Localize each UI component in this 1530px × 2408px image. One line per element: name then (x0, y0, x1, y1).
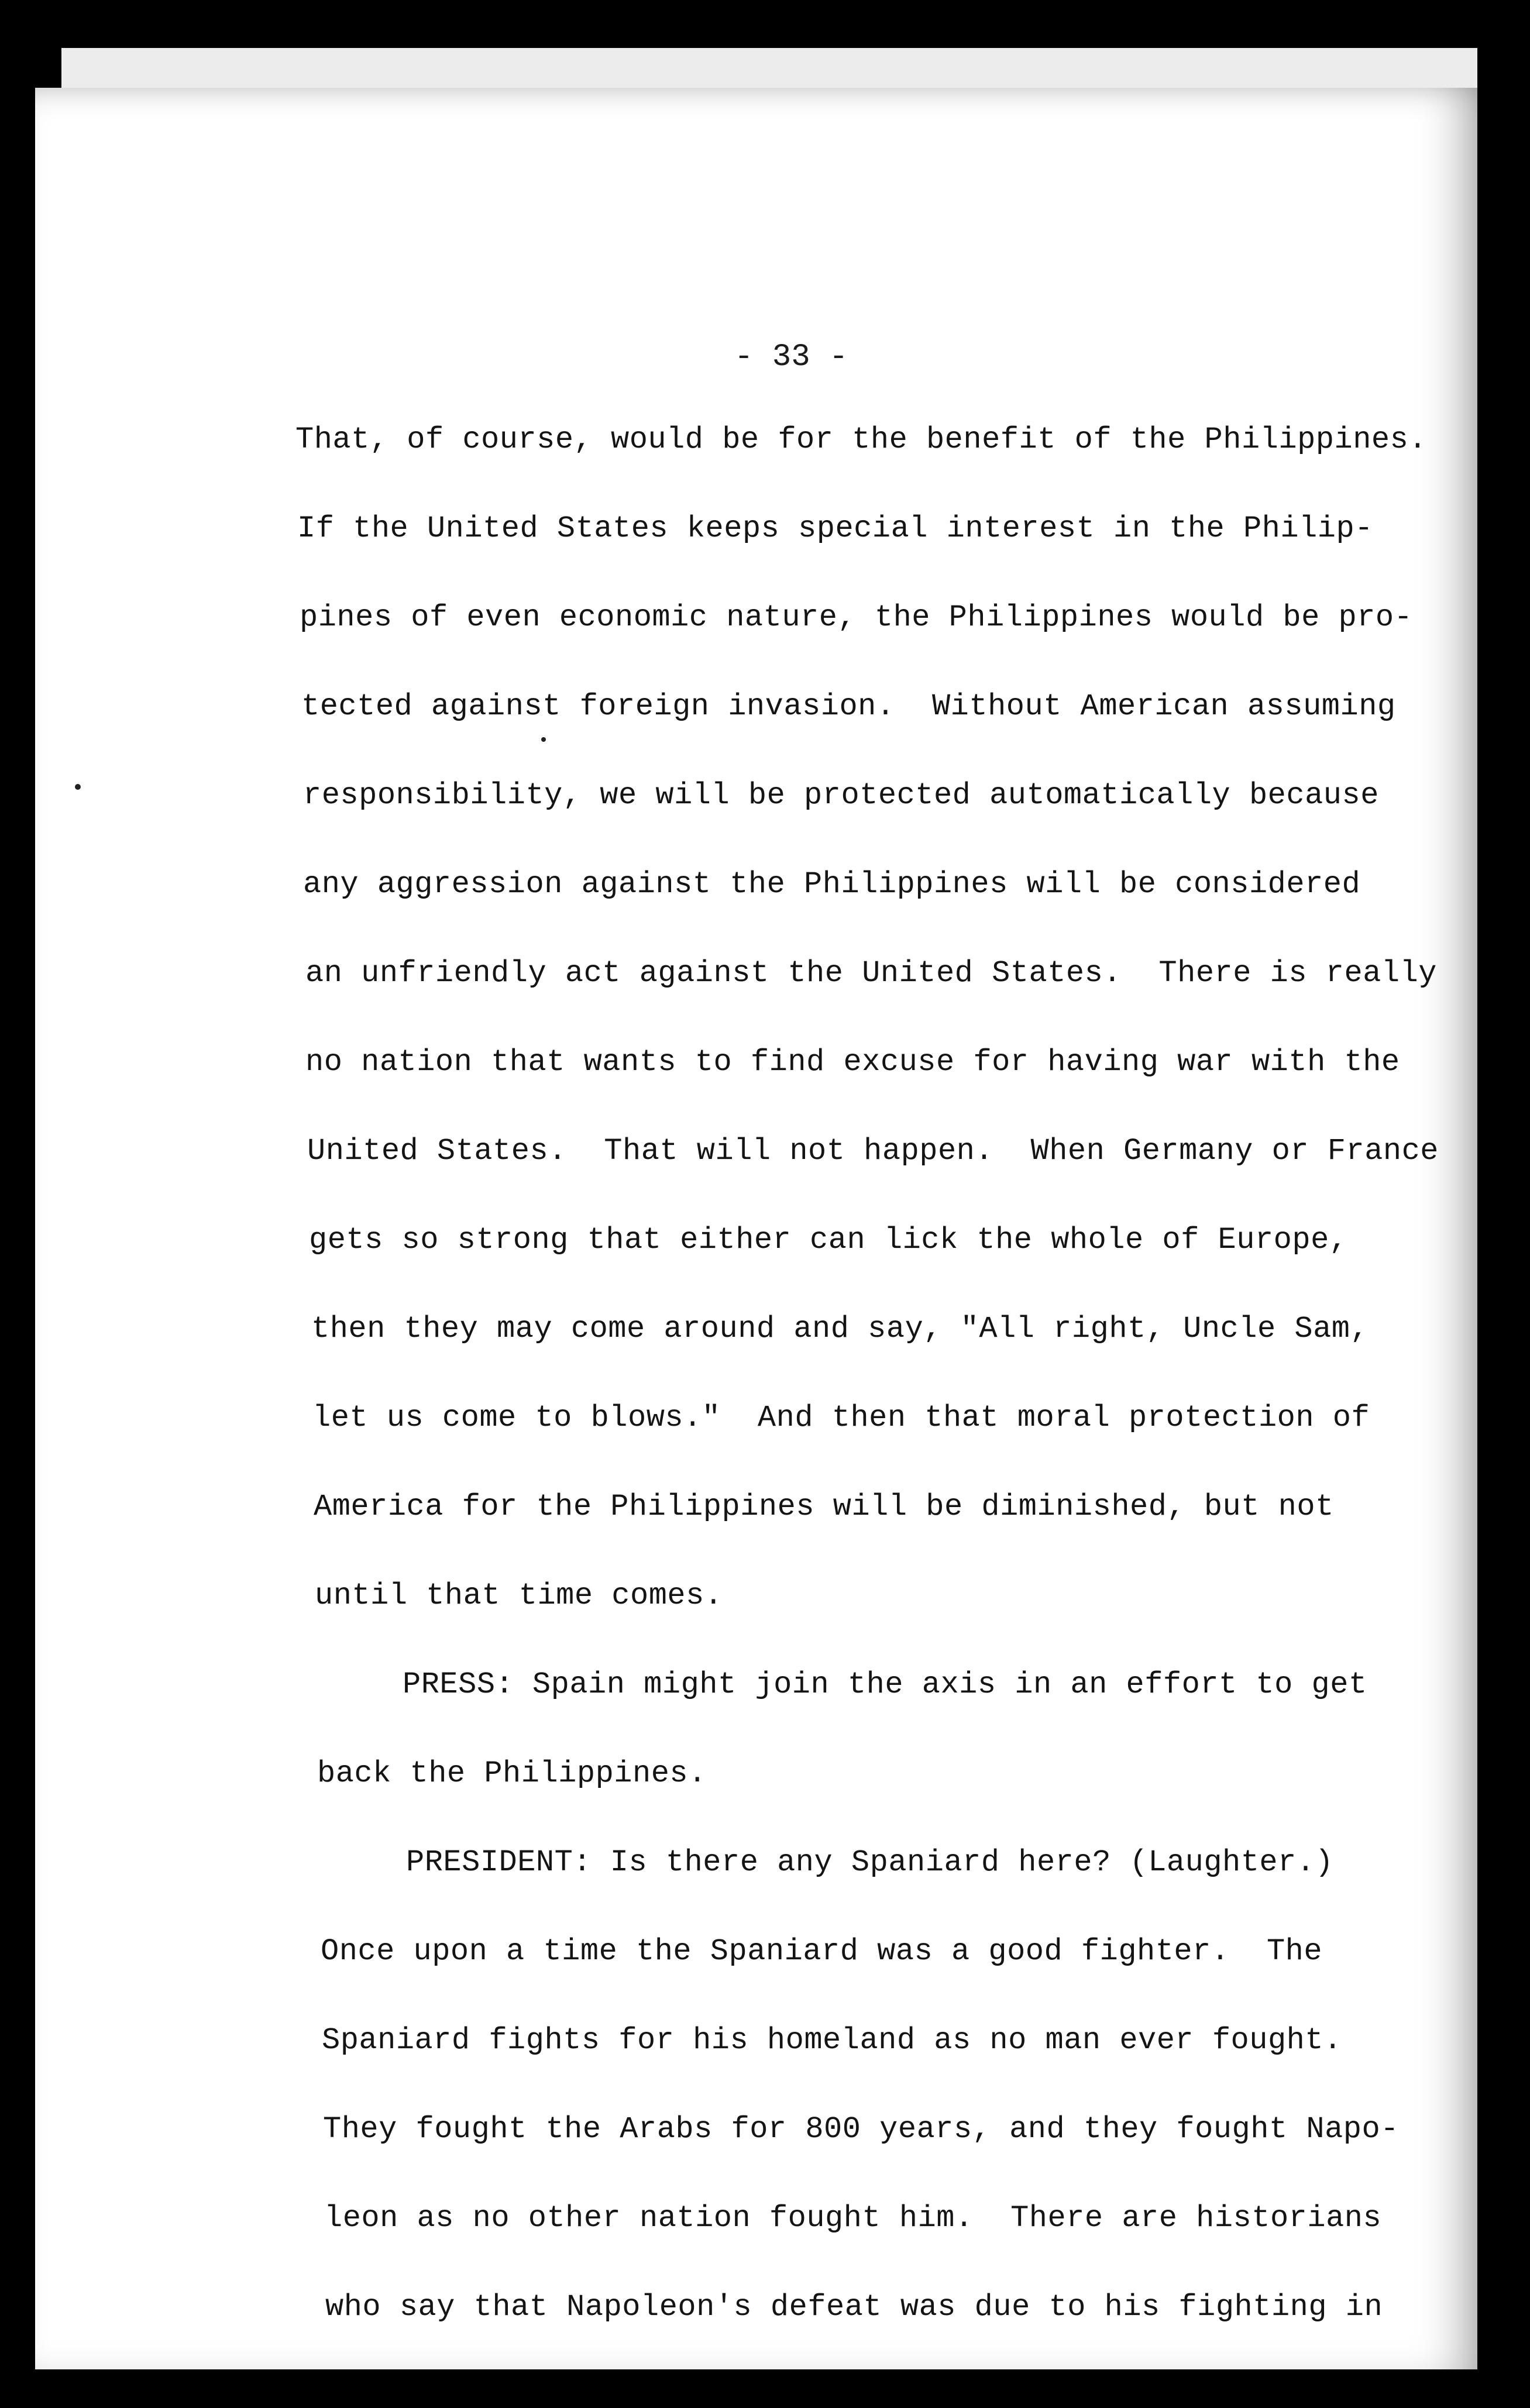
typewritten-page (35, 88, 1477, 2369)
text-line: United States. That will not happen. When Germany or France (307, 1134, 1439, 1168)
text-line: then they may come around and say, "All right, Uncle Sam, (311, 1312, 1369, 1346)
text-line: Once upon a time the Spaniard was a good fighter. The (321, 1934, 1323, 1969)
text-line: They fought the Arabs for 800 years, and they fought Napo- (323, 2112, 1399, 2146)
text-line: PRESS: Spain might join the axis in an effort to get (403, 1667, 1367, 1702)
ink-speck (75, 784, 81, 790)
text-line: That, of course, would be for the benefit of the Philippines. (295, 422, 1428, 457)
page-number: - 33 - (734, 339, 848, 375)
text-line: leon as no other nation fought him. There are historians (324, 2201, 1382, 2235)
text-line: until that time comes. (315, 1578, 723, 1613)
text-line: If the United States keeps special interest in the Philip- (297, 511, 1373, 546)
text-line: gets so strong that either can lick the whole of Europe, (309, 1223, 1348, 1257)
text-line: tected against foreign invasion. Without American assuming (301, 689, 1396, 724)
text-line: back the Philippines. (317, 1756, 707, 1791)
text-line: an unfriendly act against the United States. There is really (305, 956, 1438, 990)
text-line: Spaniard fights for his homeland as no man ever fought. (322, 2023, 1342, 2058)
text-line: let us come to blows." And then that moral protection of (312, 1401, 1370, 1435)
text-line: PRESIDENT: Is there any Spaniard here? (Laughter.) (406, 1845, 1334, 1880)
text-line: pines of even economic nature, the Philippines would be pro- (300, 600, 1413, 635)
text-line: no nation that wants to find excuse for having war with the (305, 1045, 1400, 1079)
text-line: America for the Philippines will be diminished, but not (314, 1489, 1334, 1524)
ink-speck (541, 737, 546, 742)
text-line: any aggression against the Philippines will be considered (303, 867, 1361, 902)
text-line: who say that Napoleon's defeat was due to his fighting in (325, 2290, 1383, 2324)
text-line: responsibility, we will be protected automatically because (303, 778, 1379, 813)
